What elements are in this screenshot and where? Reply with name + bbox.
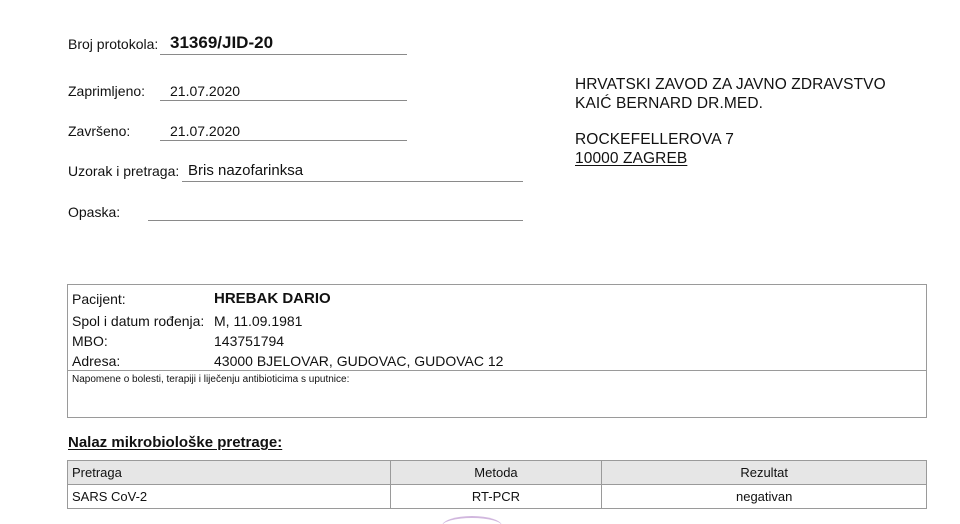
findings-table [67,460,927,509]
cell-test: SARS CoV-2 [68,485,391,509]
patient-address: 43000 BJELOVAR, GUDOVAC, GUDOVAC 12 [214,353,504,369]
protocol-value: 31369/JID-20 [170,33,274,52]
stamp-mark [442,516,502,524]
patient-box-divider [68,370,926,371]
findings-title: Nalaz mikrobiološke pretrage: [68,434,283,451]
received-underline [160,100,407,101]
cell-result: negativan [602,485,927,509]
column-header-method: Metoda [390,461,602,485]
completed-underline [160,140,407,141]
patient-sex-dob: M, 11.09.1981 [214,313,303,329]
received-label: Zaprimljeno: [68,83,146,99]
patient-sex-dob-label: Spol i datum rođenja: [72,313,205,329]
completed-value: 21.07.2020 [170,123,241,139]
column-header-test: Pretraga [68,461,391,485]
recipient-line-4: 10000 ZAGREB [575,150,688,167]
patient-address-label: Adresa: [72,353,121,369]
cell-method: RT-PCR [390,485,602,509]
patient-name: HREBAK DARIO [214,290,331,307]
sample-underline [182,181,523,182]
column-header-result: Rezultat [602,461,927,485]
patient-name-label: Pacijent: [72,291,126,307]
received-value: 21.07.2020 [170,83,241,99]
patient-notes-label: Napomene o bolesti, terapiji i liječenju antibioticima s uputnice: [72,374,350,385]
recipient-line-3: ROCKEFELLEROVA 7 [575,131,734,148]
table-row [68,485,927,509]
protocol-underline [160,54,407,55]
patient-mbo-label: MBO: [72,333,108,349]
patient-mbo: 143751794 [214,333,285,349]
completed-label: Završeno: [68,123,131,139]
remark-label: Opaska: [68,204,121,220]
protocol-label: Broj protokola: [68,36,159,52]
sample-value: Bris nazofarinksa [188,162,304,179]
remark-underline [148,220,523,221]
sample-label: Uzorak i pretraga: [68,163,180,179]
recipient-line-1: HRVATSKI ZAVOD ZA JAVNO ZDRAVSTVO [575,76,886,93]
patient-info-box [67,284,927,418]
findings-header-row [68,461,927,485]
recipient-line-2: KAIĆ BERNARD DR.MED. [575,95,764,112]
